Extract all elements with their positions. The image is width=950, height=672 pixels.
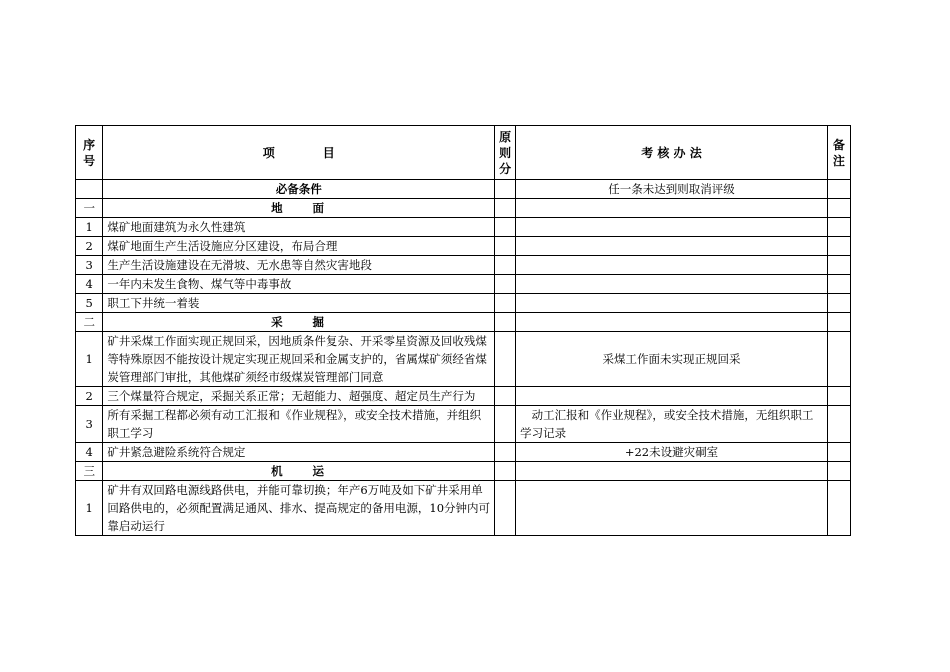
table-row (76, 237, 851, 256)
row-method (516, 218, 828, 237)
row-method: 动工汇报和《作业规程》，或安全技术措施，无组织职工学习记录 (516, 406, 828, 443)
row-note (827, 275, 850, 294)
row-no: 1 (76, 218, 103, 237)
row-no: 2 (76, 237, 103, 256)
section-row (76, 462, 851, 481)
table-row (76, 332, 851, 387)
header-note: 备 注 (827, 126, 850, 180)
row-note (827, 332, 850, 387)
table-row (76, 256, 851, 275)
row-item: 矿井有双回路电源线路供电，并能可靠切换；年产6万吨及如下矿井采用单回路供电的，必须配置满足通风、排水、提高规定的备用电源，10分钟内可靠启动运行 (103, 481, 495, 536)
table-row (76, 481, 851, 536)
header-no: 序 号 (76, 126, 103, 180)
row-no: 4 (76, 443, 103, 462)
section-row (76, 199, 851, 218)
row-score (495, 294, 516, 313)
row-item: 矿井紧急避险系统符合规定 (103, 443, 495, 462)
table-row (76, 406, 851, 443)
header-item: 项 目 (103, 126, 495, 180)
row-item: 煤矿地面建筑为永久性建筑 (103, 218, 495, 237)
section-title: 地 面 (103, 199, 495, 218)
row-method (516, 387, 828, 406)
row-method (516, 237, 828, 256)
row-no: 3 (76, 406, 103, 443)
section-title: 机 运 (103, 462, 495, 481)
section-method (516, 313, 828, 332)
row-note (827, 387, 850, 406)
row-score (495, 237, 516, 256)
row-method (516, 294, 828, 313)
row-score (495, 443, 516, 462)
section-note (827, 313, 850, 332)
row-method (516, 275, 828, 294)
row-item: 所有采掘工程都必须有动工汇报和《作业规程》，或安全技术措施，并组织职工学习 (103, 406, 495, 443)
row-no: 3 (76, 256, 103, 275)
row-score (495, 387, 516, 406)
row-note (827, 237, 850, 256)
table-row (76, 443, 851, 462)
essential-no (76, 180, 103, 199)
table-row (76, 387, 851, 406)
section-note (827, 462, 850, 481)
table-row (76, 218, 851, 237)
row-item: 一年内未发生食物、煤气等中毒事故 (103, 275, 495, 294)
row-item: 矿井采煤工作面实现正规回采，因地质条件复杂、开采零星资源及回收残煤等特殊原因不能按设计规定实现正规回采和金属支护的，省属煤矿须经省煤炭管理部门审批，其他煤矿须经市级煤炭管理部门同意 (103, 332, 495, 387)
section-row (76, 313, 851, 332)
essential-label: 必备条件 (103, 180, 495, 199)
row-method: 采煤工作面未实现正规回采 (516, 332, 828, 387)
row-score (495, 218, 516, 237)
section-index: 三 (76, 462, 103, 481)
essential-row (76, 180, 851, 199)
table-row (76, 294, 851, 313)
row-note (827, 443, 850, 462)
row-note (827, 256, 850, 275)
essential-note (827, 180, 850, 199)
header-method: 考 核 办 法 (516, 126, 828, 180)
row-score (495, 332, 516, 387)
section-index: 二 (76, 313, 103, 332)
header-row (76, 126, 851, 180)
row-score (495, 481, 516, 536)
row-no: 1 (76, 332, 103, 387)
row-note (827, 218, 850, 237)
row-no: 4 (76, 275, 103, 294)
section-method (516, 199, 828, 218)
row-method (516, 481, 828, 536)
row-item: 生产生活设施建设在无滑坡、无水患等自然灾害地段 (103, 256, 495, 275)
assessment-table (75, 125, 851, 536)
row-note (827, 294, 850, 313)
row-no: 2 (76, 387, 103, 406)
row-item: 职工下井统一着装 (103, 294, 495, 313)
row-item: 三个煤量符合规定，采掘关系正常；无超能力、超强度、超定员生产行为 (103, 387, 495, 406)
essential-score (495, 180, 516, 199)
row-method: +22未设避灾硐室 (516, 443, 828, 462)
section-method (516, 462, 828, 481)
section-index: 一 (76, 199, 103, 218)
row-score (495, 275, 516, 294)
table-row (76, 275, 851, 294)
row-score (495, 406, 516, 443)
section-score (495, 462, 516, 481)
row-note (827, 481, 850, 536)
section-score (495, 313, 516, 332)
section-score (495, 199, 516, 218)
row-note (827, 406, 850, 443)
row-no: 1 (76, 481, 103, 536)
essential-method: 任一条未达到则取消评级 (516, 180, 828, 199)
row-no: 5 (76, 294, 103, 313)
section-note (827, 199, 850, 218)
row-score (495, 256, 516, 275)
header-score: 原 则 分 (495, 126, 516, 180)
section-title: 采 掘 (103, 313, 495, 332)
row-item: 煤矿地面生产生活设施应分区建设，布局合理 (103, 237, 495, 256)
row-method (516, 256, 828, 275)
